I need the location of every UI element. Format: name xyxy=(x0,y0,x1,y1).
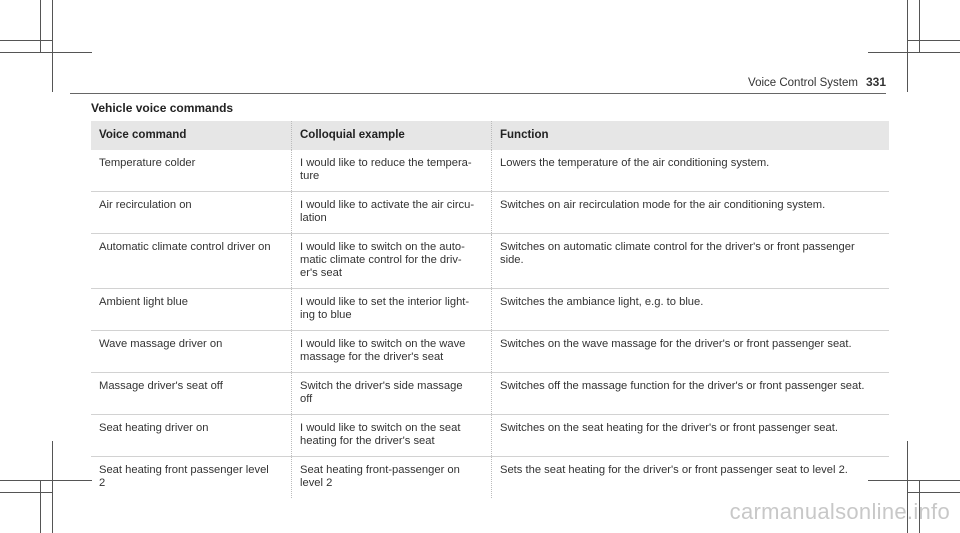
crop-mark xyxy=(52,441,53,533)
cell-function: Switches on the seat heating for the driver's or front passenger seat. xyxy=(492,415,890,457)
cell-function: Switches on automatic climate control for the driver's or front passenger side. xyxy=(492,234,890,289)
cell-voice-command: Seat heating front passenger level 2 xyxy=(99,464,269,489)
cell-voice-command: Temperature colder xyxy=(91,150,292,192)
table-row xyxy=(91,457,889,499)
header-rule xyxy=(70,93,886,94)
cell-function: Switches on the wave massage for the driver's or front passenger seat. xyxy=(492,331,890,373)
table-row xyxy=(91,150,889,192)
table-row xyxy=(91,373,889,415)
running-header xyxy=(748,75,886,89)
crop-mark xyxy=(908,40,960,41)
page-number: 331 xyxy=(865,75,886,89)
watermark: carmanualsonline.info xyxy=(729,499,950,524)
cell-voice-command: Massage driver's seat off xyxy=(91,373,292,415)
cell-function: Sets the seat heating for the driver's or front passenger seat to level 2. xyxy=(492,457,890,499)
table-row xyxy=(91,415,889,457)
cell-colloquial-example: I would like to switch on the seat heating for the driver's seat xyxy=(292,415,492,457)
cell-colloquial-example: I would like to set the interior light- ing to blue xyxy=(292,289,492,331)
cell-voice-command: Ambient light blue xyxy=(91,289,292,331)
cell-colloquial-example: I would like to activate the air circu- lation xyxy=(292,192,492,234)
cell-colloquial-example: Switch the driver's side massage off xyxy=(292,373,492,415)
crop-mark xyxy=(0,480,92,481)
crop-mark xyxy=(40,481,41,533)
crop-mark xyxy=(40,0,41,52)
crop-mark xyxy=(0,40,52,41)
table-header-row xyxy=(91,121,889,150)
cell-function: Switches off the massage function for the driver's or front passenger seat. xyxy=(492,373,890,415)
crop-mark xyxy=(868,52,960,53)
table-row xyxy=(91,289,889,331)
cell-voice-command: Wave massage driver on xyxy=(91,331,292,373)
crop-mark xyxy=(907,0,908,92)
cell-colloquial-example: I would like to reduce the tempera- ture xyxy=(292,150,492,192)
cell-voice-command: Seat heating driver on xyxy=(91,415,292,457)
crop-mark xyxy=(0,492,52,493)
table-body xyxy=(91,150,889,498)
column-header: Voice command xyxy=(91,121,292,150)
table-row xyxy=(91,234,889,289)
cell-colloquial-example: I would like to switch on the auto- matic climate control for the driv- er's seat xyxy=(292,234,492,289)
cell-function: Lowers the temperature of the air conditioning system. xyxy=(492,150,890,192)
column-header: Function xyxy=(492,121,890,150)
crop-mark xyxy=(919,0,920,52)
voice-commands-table xyxy=(91,121,889,498)
section-title: Vehicle voice commands xyxy=(91,101,234,115)
table-row xyxy=(91,331,889,373)
table-row xyxy=(91,192,889,234)
cell-voice-command: Air recirculation on xyxy=(91,192,292,234)
crop-mark xyxy=(0,52,92,53)
cell-function: Switches the ambiance light, e.g. to blue. xyxy=(492,289,890,331)
crop-mark xyxy=(908,492,960,493)
cell-voice-command: Automatic climate control driver on xyxy=(91,234,292,289)
crop-mark xyxy=(52,0,53,92)
column-header: Colloquial example xyxy=(292,121,492,150)
cell-colloquial-example: I would like to switch on the wave massage for the driver's seat xyxy=(292,331,492,373)
running-header-section: Voice Control System xyxy=(748,77,858,89)
cell-colloquial-example: Seat heating front-passenger on level 2 xyxy=(292,457,492,499)
cell-function: Switches on air recirculation mode for the air conditioning system. xyxy=(492,192,890,234)
